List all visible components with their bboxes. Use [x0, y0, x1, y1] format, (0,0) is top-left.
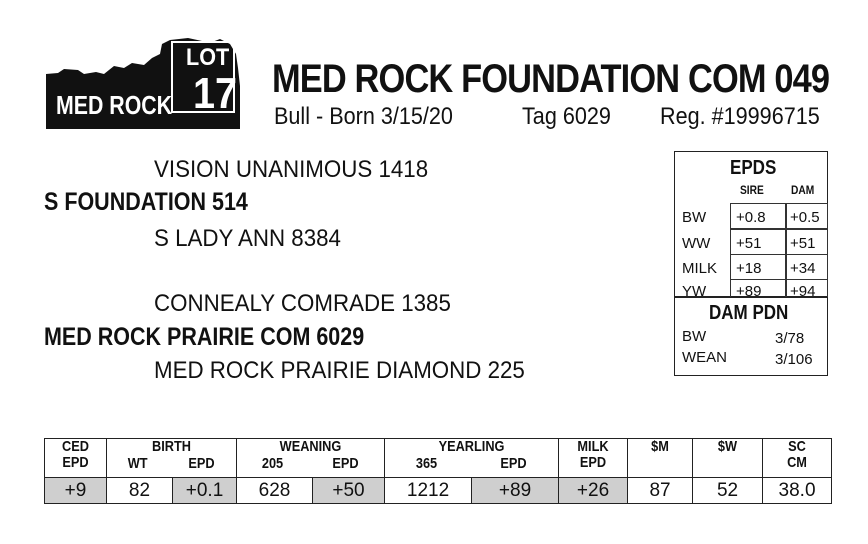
sire-dam: S LADY ANN 8384: [154, 225, 341, 252]
weaning-header: WEANING 205 EPD: [237, 439, 385, 478]
dam-pdn-title: DAM PDN: [709, 302, 789, 324]
sc-cm-value: 38.0: [763, 478, 832, 504]
lot-label: LOT: [186, 44, 230, 71]
pdn-bw-value: 3/78: [775, 330, 805, 347]
tag-number: Tag 6029: [522, 103, 611, 130]
epd-label: WW: [682, 235, 711, 252]
epd-dam-value: +34: [790, 260, 816, 277]
animal-name: MED ROCK FOUNDATION COM 049: [272, 57, 830, 101]
brand-name: MED ROCK: [56, 90, 173, 120]
birth-epd-value: +0.1: [173, 478, 237, 504]
epd-dam-value: +51: [790, 235, 816, 252]
lot-number: 17: [193, 69, 238, 118]
performance-table: [44, 438, 832, 504]
yearling-epd-value: +89: [472, 478, 559, 504]
sm-header: $M: [628, 439, 693, 478]
epd-sire-value: +18: [736, 260, 762, 277]
pdn-wean-value: 3/106: [775, 351, 813, 368]
sire: S FOUNDATION 514: [44, 188, 248, 216]
sc-header: SC CM: [763, 439, 832, 478]
sm-value: 87: [628, 478, 693, 504]
dam-dam: MED ROCK PRAIRIE DIAMOND 225: [154, 357, 525, 384]
sw-header: $W: [693, 439, 763, 478]
birth-wt-value: 82: [107, 478, 173, 504]
epd-dam-value: +0.5: [790, 209, 820, 226]
epds-dam-header: DAM: [791, 183, 815, 197]
epd-dam-value: +94: [790, 283, 816, 300]
dam: MED ROCK PRAIRIE COM 6029: [44, 323, 365, 351]
sex-birthdate: Bull - Born 3/15/20: [274, 103, 453, 130]
epd-sire-value: +89: [736, 283, 762, 300]
pdn-wean-label: WEAN: [682, 349, 727, 366]
epd-label: YW: [682, 283, 707, 300]
weaning-205-value: 628: [237, 478, 313, 504]
milk-epd-value: +26: [559, 478, 628, 504]
milk-header: MILK EPD: [559, 439, 628, 478]
weaning-epd-value: +50: [313, 478, 385, 504]
epd-label: MILK: [682, 260, 718, 277]
birth-header: BIRTH WT EPD: [107, 439, 237, 478]
sw-value: 52: [693, 478, 763, 504]
epds-title: EPDS: [730, 157, 777, 179]
registration-number: Reg. #19996715: [660, 103, 820, 130]
yearling-header: YEARLING 365 EPD: [385, 439, 559, 478]
yearling-365-value: 1212: [385, 478, 472, 504]
sire-sire: VISION UNANIMOUS 1418: [154, 156, 429, 183]
dam-sire: CONNEALY COMRADE 1385: [154, 290, 451, 317]
ced-header: CED EPD: [45, 439, 107, 478]
epds-sire-header: SIRE: [740, 183, 764, 197]
epd-label: BW: [682, 209, 707, 226]
epd-sire-value: +51: [736, 235, 762, 252]
pdn-bw-label: BW: [682, 328, 707, 345]
ced-epd-value: +9: [45, 478, 107, 504]
epd-sire-value: +0.8: [736, 209, 766, 226]
